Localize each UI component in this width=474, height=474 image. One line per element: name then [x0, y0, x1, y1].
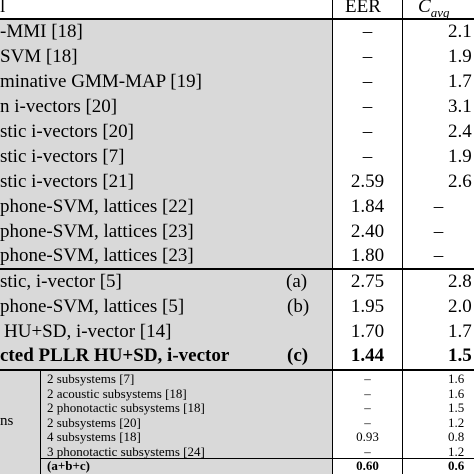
header-cavg	[418, 0, 449, 24]
group2-eer-2: 1.70	[350, 321, 385, 342]
group1-label-5: stic i-vectors [7]	[0, 146, 125, 167]
group3-label-0: 2 subsystems [7]	[47, 371, 135, 386]
group3-label-4: 4 subsystems [18]	[47, 429, 141, 444]
group1-cavg-5: 1.9	[448, 146, 472, 167]
group1-cavg-3: 3.1	[448, 96, 472, 117]
group1-eer-3: –	[362, 96, 373, 117]
group3-cavg-0: 1.6	[448, 371, 465, 386]
group1-cavg-2: 1.7	[448, 71, 472, 92]
group2-tag-0: (a)	[286, 271, 308, 292]
group1-label-1: SVM [18]	[0, 46, 78, 67]
group1-eer-8: 2.40	[350, 221, 385, 242]
group1-eer-0: –	[362, 21, 373, 42]
group3-eer-4: 0.93	[356, 429, 379, 444]
group1-label-2: minative GMM-MAP [19]	[0, 71, 202, 92]
group2-label-1: phone-SVM, lattices [5]	[0, 296, 185, 317]
group3-eer-0: –	[364, 371, 371, 386]
group3-eer-1: –	[364, 385, 371, 401]
group3-label-1: 2 acoustic subsystems [18]	[47, 385, 187, 401]
group2-eer-3: 1.44	[350, 345, 385, 366]
header-eer: EER	[345, 0, 381, 17]
group1-label-3: n i-vectors [20]	[0, 96, 118, 117]
group1-eer-7: 1.84	[350, 196, 385, 217]
group2-label-0: stic, i-vector [5]	[0, 271, 122, 292]
group2-cavg-0: 2.8	[448, 271, 472, 292]
group2-cavg-2: 1.7	[448, 321, 472, 342]
group3-label-5: 3 phonotactic subsystems [24]	[47, 443, 205, 459]
group3-label-3: 2 subsystems [20]	[47, 414, 141, 430]
group1-cavg-4: 2.4	[448, 121, 472, 142]
group2-tag-1: (b)	[287, 296, 310, 317]
group2-cavg-3: 1.5	[448, 345, 472, 366]
group1-eer-5: –	[362, 146, 373, 167]
group1-eer-6: 2.59	[350, 171, 385, 192]
group1-label-6: stic i-vectors [21]	[0, 171, 135, 192]
group3-label-2: 2 phonotactic subsystems [18]	[47, 400, 205, 415]
group1-label-0: -MMI [18]	[0, 21, 83, 42]
group1-label-7: phone-SVM, lattices [22]	[0, 196, 194, 217]
group1-label-8: phone-SVM, lattices [23]	[0, 221, 194, 242]
group2-eer-1: 1.95	[350, 296, 385, 317]
group3-side-label: ns	[0, 413, 14, 429]
group2-cavg-1: 2.0	[448, 296, 472, 317]
group2-eer-0: 2.75	[350, 271, 385, 292]
group1-eer-9: 1.80	[350, 245, 385, 266]
group3-eer-2: –	[364, 400, 371, 415]
group1-cavg-0: 2.1	[448, 21, 472, 42]
header-col1: l	[0, 0, 6, 17]
group3-eer-3: –	[364, 414, 371, 430]
group3-cavg-1: 1.6	[448, 385, 465, 401]
group1-label-4: stic i-vectors [20]	[0, 121, 135, 142]
group1-cavg-7: –	[433, 196, 444, 217]
group3-cavg-3: 1.2	[448, 414, 465, 430]
group3-eer-5: –	[364, 443, 371, 459]
header-cavg-sub: avg	[430, 4, 450, 20]
group1-label-9: phone-SVM, lattices [23]	[0, 245, 194, 266]
col-rule-group3	[40, 370, 41, 474]
group1-cavg-6: 2.6	[448, 171, 472, 192]
group1-eer-4: –	[362, 121, 373, 142]
group2-tag-3: (c)	[287, 345, 309, 366]
group3-cavg-4: 0.8	[448, 429, 465, 444]
group3-cavg-6: 0.6	[448, 458, 465, 473]
header-cavg-main: C	[418, 0, 431, 17]
group1-eer-2: –	[362, 71, 373, 92]
group3-eer-6: 0.60	[356, 458, 379, 473]
group2-label-3: cted PLLR HU+SD, i-vector	[0, 345, 230, 366]
group1-cavg-8: –	[433, 221, 444, 242]
group2-label-2: HU+SD, i-vector [14]	[4, 321, 172, 342]
group3-label-6: (a+b+c)	[47, 458, 90, 473]
group1-cavg-1: 1.9	[448, 46, 472, 67]
group1-cavg-9: –	[433, 245, 444, 266]
group1-eer-1: –	[362, 46, 373, 67]
group3-cavg-5: 1.2	[448, 443, 465, 459]
group3-cavg-2: 1.5	[448, 400, 465, 415]
